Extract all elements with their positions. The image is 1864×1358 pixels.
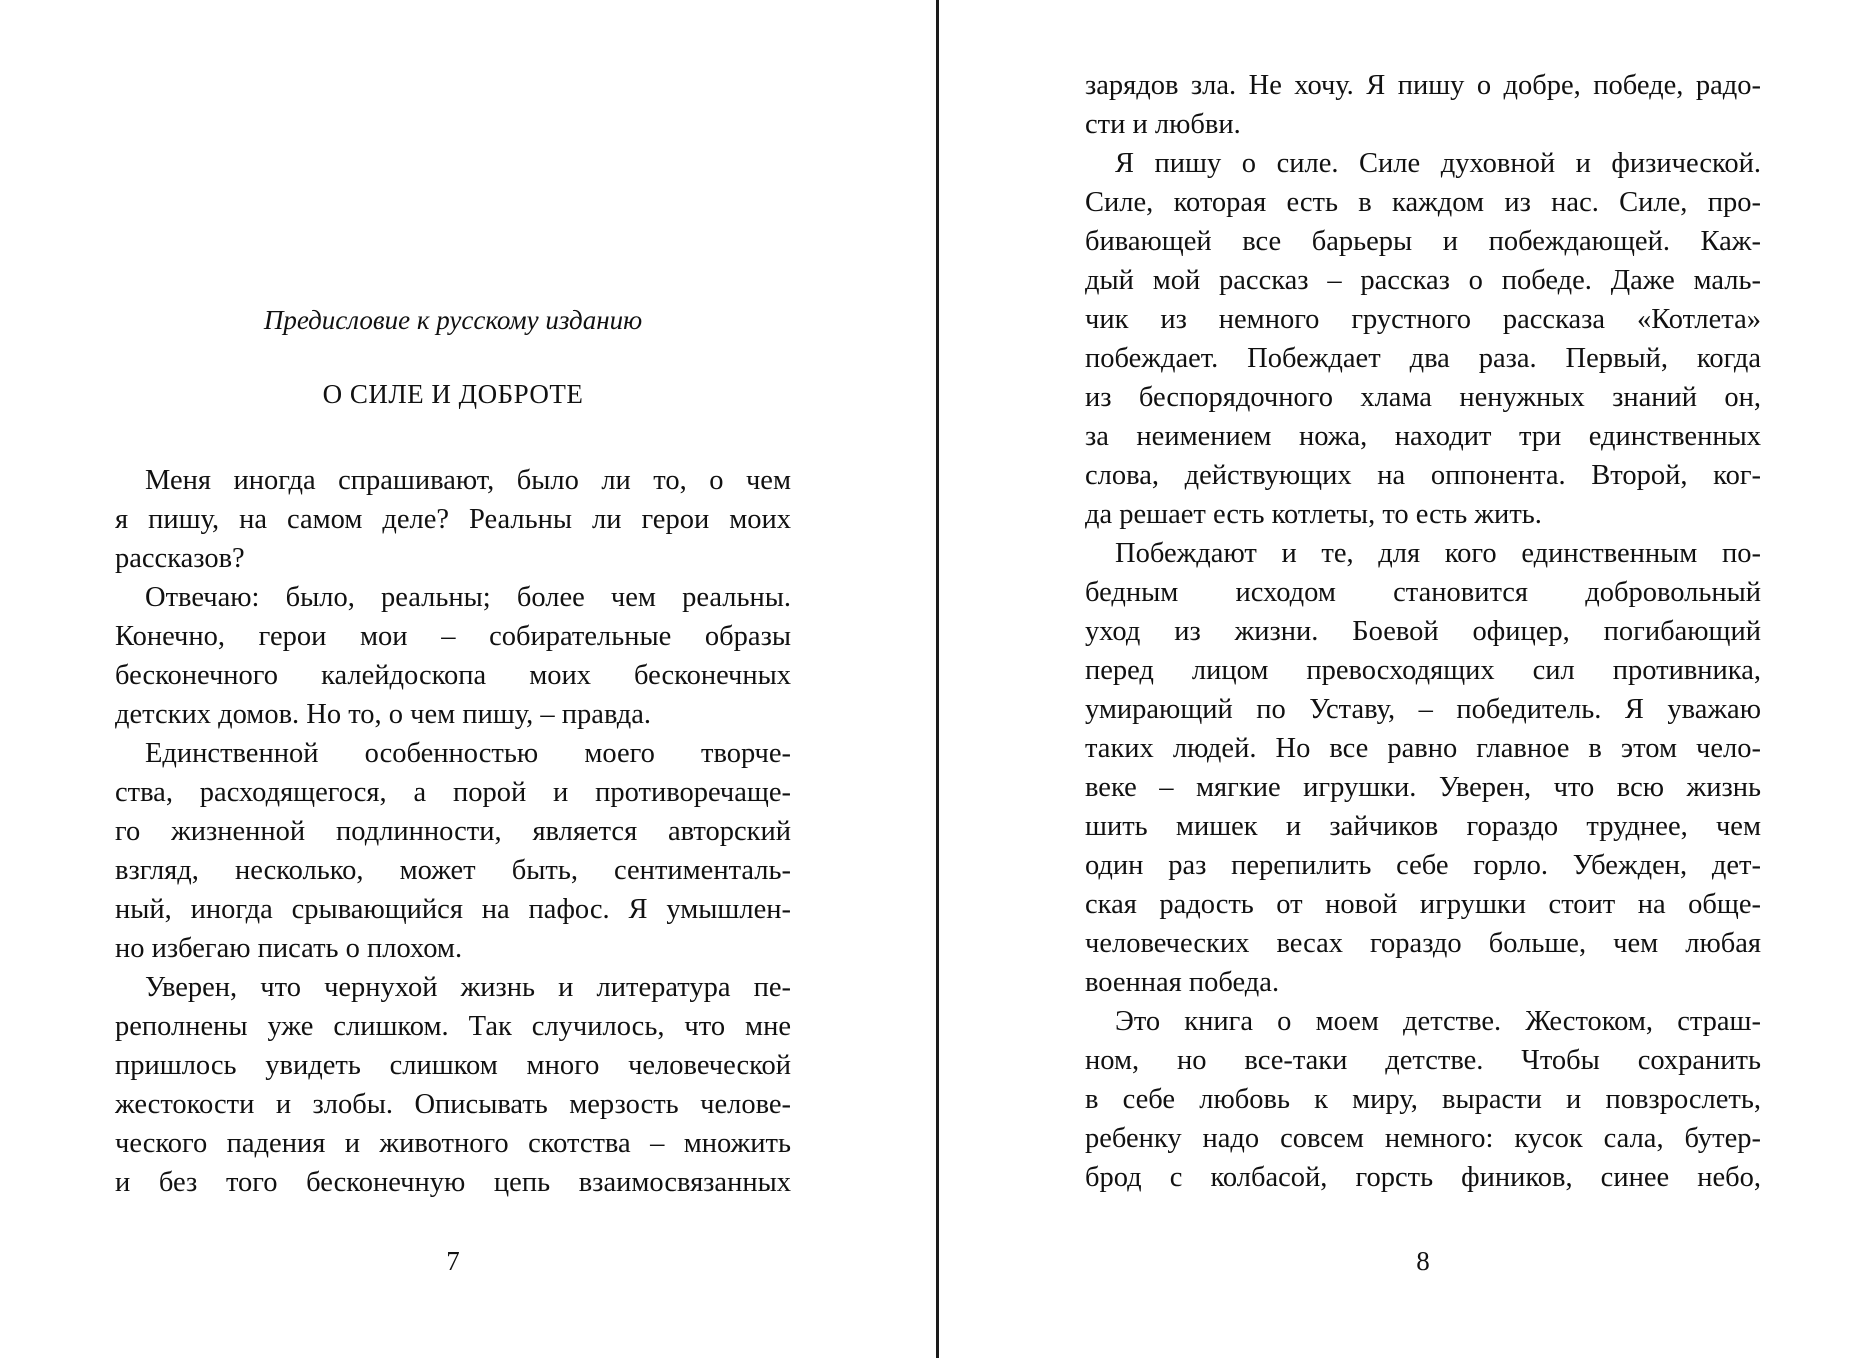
page-number: 7 <box>446 1246 460 1276</box>
text-line: перед лицом превосходящих сил противника, <box>1085 655 1761 686</box>
text-line: дый мой рассказ – рассказ о победе. Даже маль- <box>1085 265 1761 296</box>
text-line: Отвечаю: было, реальны; более чем реальны. <box>145 582 791 613</box>
text-line: умирающий по Уставу, – победитель. Я уважаю <box>1085 694 1761 725</box>
text-line: ская радость от новой игрушки стоит на обще- <box>1085 889 1761 920</box>
text-line: ческого падения и животного скотства – множить <box>115 1128 791 1159</box>
book-spine-divider <box>936 0 939 1358</box>
text-line: пришлось увидеть слишком много человеческой <box>115 1050 791 1081</box>
text-line: в себе любовь к миру, вырасти и повзрослеть, <box>1085 1084 1761 1115</box>
text-line: Силе, которая есть в каждом из нас. Силе, про- <box>1085 187 1761 218</box>
text-line: да решает есть котлеты, то есть жить. <box>1085 499 1542 530</box>
paragraph <box>1085 144 1761 534</box>
text-line: но избегаю писать о плохом. <box>115 933 463 964</box>
text-line: го жизненной подлинности, является авторский <box>115 816 791 847</box>
text-line: человеческих весах гораздо больше, чем любая <box>1085 928 1761 959</box>
left-page-text <box>115 461 791 1202</box>
text-line: брод с колбасой, горсть фиников, синее небо, <box>1085 1162 1761 1193</box>
text-line: уход из жизни. Боевой офицер, погибающий <box>1085 616 1761 647</box>
chapter-title: О СИЛЕ И ДОБРОТЕ <box>322 379 584 409</box>
text-line: Побеждают и те, для кого единственным по- <box>1115 538 1761 569</box>
text-line: военная победа. <box>1085 967 1280 998</box>
text-line: бесконечного калейдоскопа моих бесконечных <box>115 660 791 691</box>
text-line: шить мишек и зайчиков гораздо труднее, чем <box>1085 811 1761 842</box>
paragraph <box>1085 66 1761 144</box>
text-line: из беспорядочного хлама ненужных знаний он, <box>1085 382 1761 413</box>
text-line: Уверен, что чернухой жизнь и литература пе- <box>145 972 791 1003</box>
text-line: один раз перепилить себе горло. Убежден, дет- <box>1085 850 1761 881</box>
text-line: и без того бесконечную цепь взаимосвязанных <box>115 1167 791 1198</box>
text-line: Это книга о моем детстве. Жестоком, страш- <box>1115 1006 1761 1037</box>
paragraph <box>115 461 791 578</box>
preface-heading: Предисловие к русскому изданию <box>263 305 643 335</box>
text-line: взгляд, несколько, может быть, сентименталь- <box>115 855 791 886</box>
text-line: Конечно, герои мои – собирательные образы <box>115 621 791 652</box>
paragraph <box>115 578 791 734</box>
text-line: ный, иногда срывающийся на пафос. Я умышлен- <box>115 894 791 925</box>
text-line: ребенку надо совсем немного: кусок сала, бутер- <box>1085 1123 1761 1154</box>
right-page-text <box>1085 66 1761 1197</box>
text-line: таких людей. Но все равно главное в этом чело- <box>1085 733 1761 764</box>
text-line: реполнены уже слишком. Так случилось, что мне <box>115 1011 791 1042</box>
text-line: жестокости и злобы. Описывать мерзость челове- <box>115 1089 791 1120</box>
paragraph <box>115 734 791 968</box>
text-line: зарядов зла. Не хочу. Я пишу о добре, победе, радо- <box>1085 70 1761 101</box>
text-line: чик из немного грустного рассказа «Котлета» <box>1085 304 1761 335</box>
text-line: побеждает. Побеждает два раза. Первый, когда <box>1085 343 1761 374</box>
text-line: Я пишу о силе. Силе духовной и физической. <box>1115 148 1761 179</box>
paragraph <box>1085 534 1761 1002</box>
page-number: 8 <box>1416 1246 1430 1276</box>
text-line: я пишу, на самом деле? Реальны ли герои моих <box>115 504 791 535</box>
right-page <box>940 0 1864 1358</box>
text-line: Меня иногда спрашивают, было ли то, о чем <box>145 465 791 496</box>
text-line: слова, действующих на оппонента. Второй, ког- <box>1085 460 1761 491</box>
paragraph <box>1085 1002 1761 1197</box>
text-line: ства, расходящегося, а порой и противоречаще- <box>115 777 791 808</box>
text-line: Единственной особенностью моего творче- <box>145 738 791 769</box>
text-line: за неимением ножа, находит три единственных <box>1085 421 1761 452</box>
text-line: бедным исходом становится добровольный <box>1085 577 1761 608</box>
text-line: детских домов. Но то, о чем пишу, – правда. <box>115 699 651 730</box>
paragraph <box>115 968 791 1202</box>
text-line: ном, но все-таки детстве. Чтобы сохранить <box>1085 1045 1761 1076</box>
text-line: сти и любви. <box>1085 109 1241 140</box>
text-line: рассказов? <box>115 543 245 574</box>
text-line: бивающей все барьеры и побеждающей. Каж- <box>1085 226 1761 257</box>
text-line: веке – мягкие игрушки. Уверен, что всю жизнь <box>1085 772 1761 803</box>
